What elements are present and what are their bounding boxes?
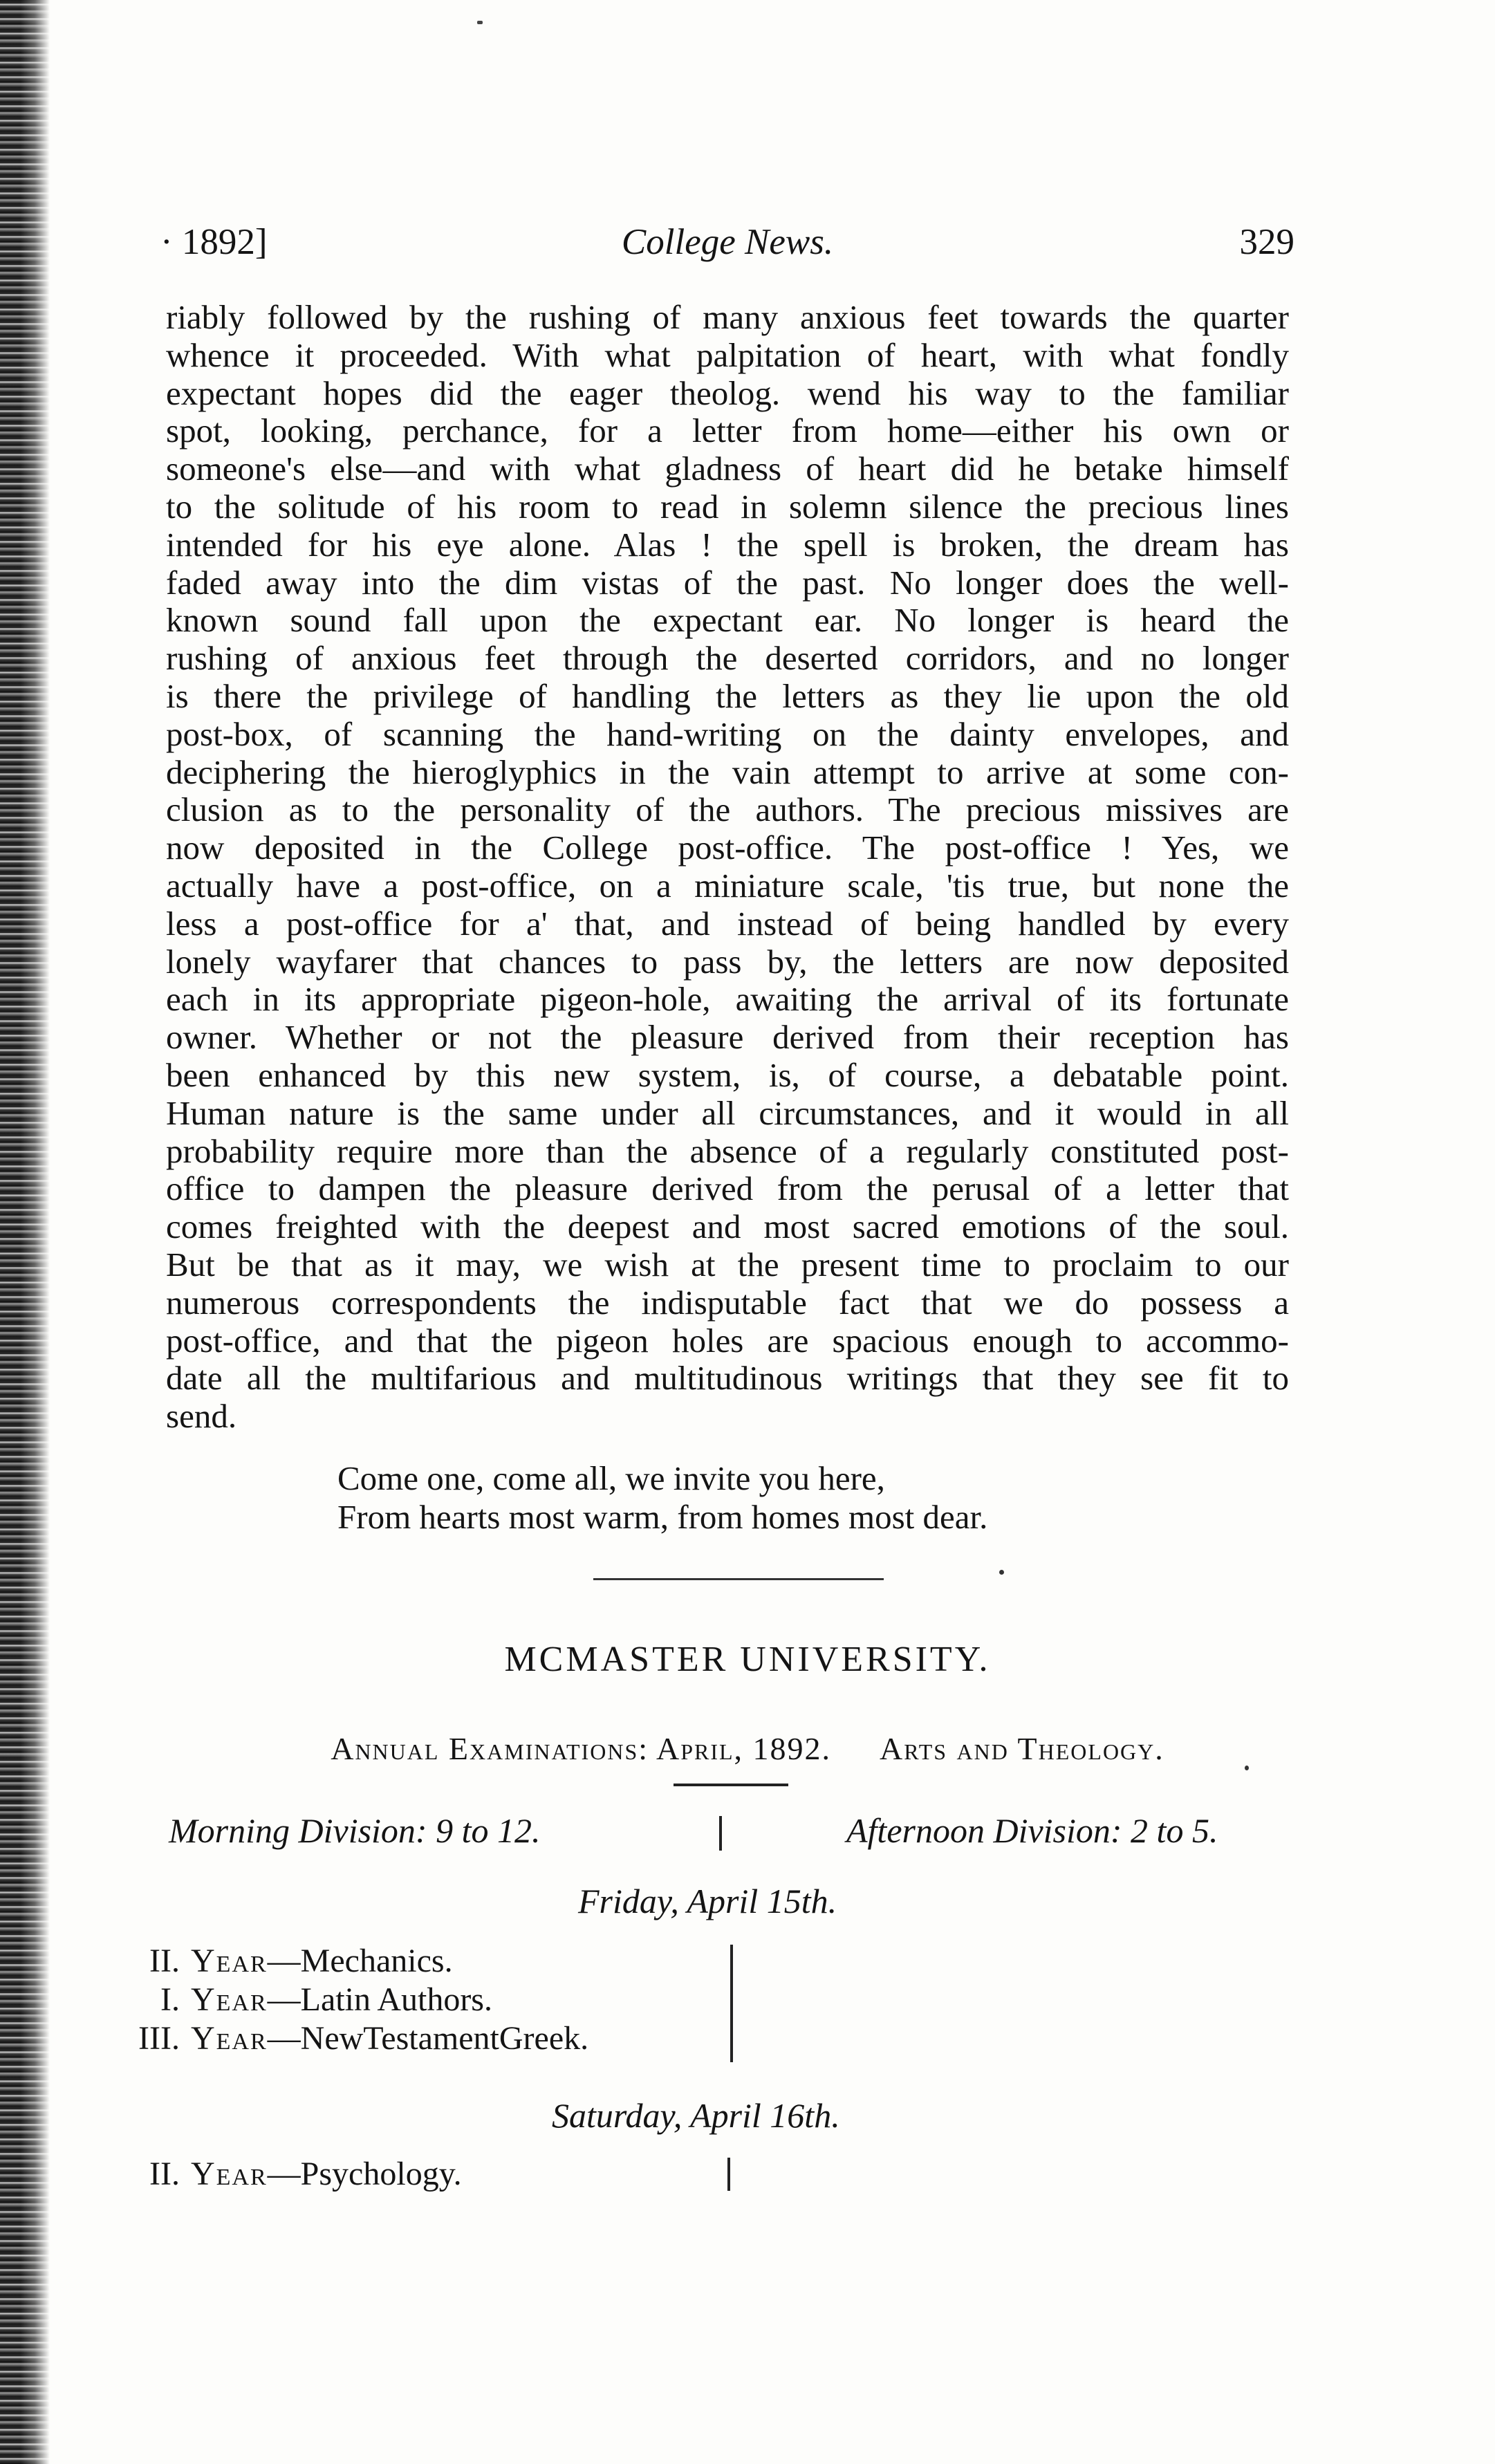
university-heading: MCMASTER UNIVERSITY.: [504, 1640, 991, 1679]
body-line: each in its appropriate pigeon-hole, awaiting the arrival of its fortunate: [166, 980, 1289, 1019]
schedule-entry: [118, 1981, 492, 2019]
body-line: office to dampen the pleasure derived from the perusal of a letter that: [166, 1169, 1289, 1208]
entry-year-label: Year: [191, 1981, 268, 2018]
body-line: whence it proceeded. With what palpitation of heart, with what fondly: [166, 335, 1289, 374]
exams-heading: [0, 1730, 1495, 1767]
section-divider: [593, 1578, 884, 1580]
entry-year-number: II.: [149, 1943, 180, 1979]
entry-year-label: Year: [191, 2020, 268, 2057]
column-divider: [719, 1816, 722, 1851]
entry-year-label: Year: [191, 2156, 268, 2192]
body-line: probability require more than the absence of a regularly constituted post-: [166, 1131, 1289, 1170]
entry-subject: —Psychology.: [267, 2156, 462, 2192]
verse-line: Come one, come all, we invite you here,: [337, 1459, 885, 1497]
article-body: [166, 299, 1289, 1436]
heading-rule: [674, 1784, 788, 1786]
header-year: · 1892]: [160, 222, 268, 262]
body-line: post-box, of scanning the hand-writing on the dainty envelopes, and: [166, 714, 1289, 753]
body-line: But be that as it may, we wish at the present time to proclaim to our: [166, 1245, 1289, 1284]
body-line: now deposited in the College post-office. The post-office ! Yes, we: [166, 828, 1289, 867]
body-line: to the solitude of his room to read in solemn silence the precious lines: [166, 487, 1289, 526]
schedule-entry: [118, 2155, 462, 2193]
body-line: riably followed by the rushing of many anxious feet towards the quarter: [166, 298, 1289, 336]
entry-year-number: III.: [138, 2020, 180, 2057]
body-line: comes freighted with the deepest and most sacred emotions of the soul.: [166, 1207, 1289, 1246]
entry-year-label: Year: [191, 1943, 268, 1979]
binding-edge: [0, 0, 50, 2464]
morning-division: Morning Division: 9 to 12.: [169, 1811, 541, 1850]
body-line: date all the multifarious and multitudinous writings that they see fit to: [166, 1359, 1289, 1398]
ink-speck: [477, 21, 483, 24]
entry-subject: —Mechanics.: [267, 1943, 453, 1979]
body-line: owner. Whether or not the pleasure derived from their reception has: [166, 1018, 1289, 1057]
body-line: rushing of anxious feet through the deserted corridors, and no longer: [166, 639, 1289, 678]
schedule-entry: [118, 1942, 453, 1980]
body-line: known sound fall upon the expectant ear. No longer is heard the: [166, 601, 1289, 640]
body-line: clusion as to the personality of the authors. The precious missives are: [166, 790, 1289, 829]
body-line: lonely wayfarer that chances to pass by, the letters are now deposited: [166, 942, 1289, 981]
entry-subject: —NewTestamentGreek.: [267, 2020, 589, 2057]
body-line: less a post-office for a' that, and instead of being handled by every: [166, 904, 1289, 943]
body-line: been enhanced by this new system, is, of course, a debatable point.: [166, 1055, 1289, 1094]
body-line: deciphering the hieroglyphics in the vain attempt to arrive at some con-: [166, 752, 1289, 791]
body-line: is there the privilege of handling the letters as they lie upon the old: [166, 676, 1289, 715]
friday-heading: Friday, April 15th.: [578, 1882, 837, 1920]
afternoon-division: Afternoon Division: 2 to 5.: [846, 1811, 1218, 1850]
verse: [337, 1459, 987, 1537]
page-number: 329: [1239, 222, 1294, 262]
body-line: numerous correspondents the indisputable fact that we do possess a: [166, 1283, 1289, 1322]
exams-faculty: Arts and Theology.: [880, 1731, 1164, 1766]
body-line: expectant hopes did the eager theolog. wend his way to the familiar: [166, 373, 1289, 412]
column-divider: [730, 1945, 733, 2062]
column-divider: [727, 2158, 730, 2191]
body-line: Human nature is the same under all circumstances, and it would in all: [166, 1093, 1289, 1132]
running-title: College News.: [621, 222, 834, 262]
running-header: [160, 221, 1294, 263]
body-line: send.: [166, 1397, 237, 1436]
entry-year-number: I.: [160, 1981, 180, 2018]
entry-subject: —Latin Authors.: [267, 1981, 492, 2018]
body-line: spot, looking, perchance, for a letter from home—either his own or: [166, 411, 1289, 450]
entry-year-number: II.: [149, 2156, 180, 2192]
body-line: faded away into the dim vistas of the past. No longer does the well-: [166, 563, 1289, 602]
body-line: actually have a post-office, on a miniature scale, 'tis true, but none the: [166, 866, 1289, 905]
body-line: someone's else—and with what gladness of heart did he betake himself: [166, 450, 1289, 488]
ink-speck: [999, 1570, 1004, 1575]
body-line: post-office, and that the pigeon holes are spacious enough to accommo-: [166, 1321, 1289, 1360]
saturday-heading: Saturday, April 16th.: [552, 2096, 840, 2135]
body-line: intended for his eye alone. Alas ! the spell is broken, the dream has: [166, 525, 1289, 564]
verse-line: From hearts most warm, from homes most dear.: [337, 1498, 988, 1536]
schedule-entry: [118, 2019, 588, 2057]
exams-label: Annual Examinations: April, 1892.: [331, 1731, 832, 1766]
